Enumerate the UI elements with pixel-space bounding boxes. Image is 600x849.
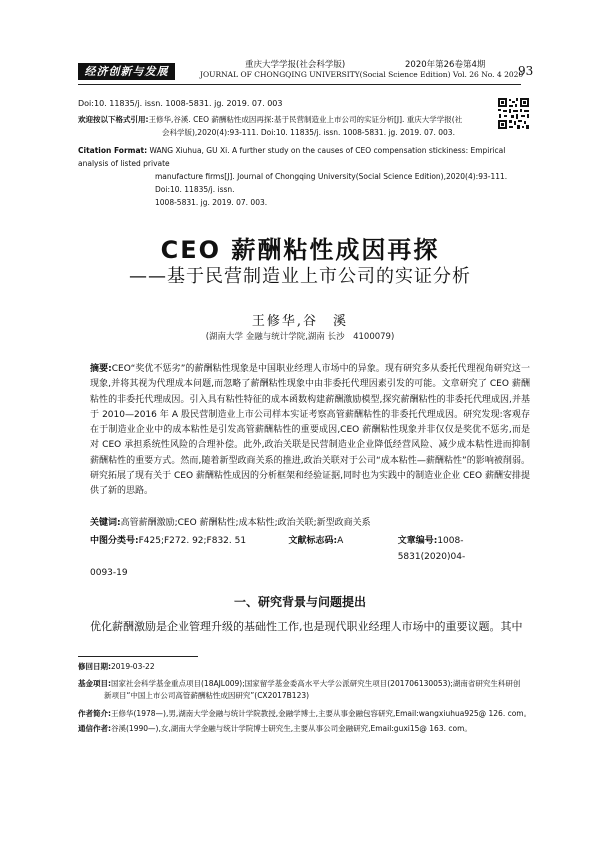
abstract [90,362,530,500]
keywords-label: 关键词: [90,518,121,528]
abstract-text: CEO“奖优不惩劣”的薪酬粘性现象是中国职业经理人市场中的异象。现有研究多从委托代理视角研究这一现象,并将其视为代理成本问题,而忽略了薪酬粘性现象中由非委托代理因素引发的可能。文章研究了 CEO 薪酬粘性的非委托代理成因。引入具有粘性特征的成本函数构建薪酬激励模型,探究薪酬粘性的非委托代理成因,并基于 2010—2016 年 A 股民营制造业上市公司样本实证考察高管薪酬粘性的非委托代理成因。研究发现:客观存在于制造业企业中的成本粘性是引发高管薪酬粘性的重要成因,CEO 薪酬粘性现象并非仅仅是奖优不惩劣,而是对 CEO 承担系统性风险的合理补偿。此外,政治关联是民营制造业企业降低经营风险、减少成本粘性进而抑制薪酬粘性的重要方式。然而,随着新型政商关系的推进,政治关联对于公司“成本粘性—薪酬粘性”的影响被削弱。研究拓展了现有关于 CEO 薪酬粘性成因的分析框架和经验证据,同时也为实践中的制造业企业 CEO 薪酬安排提供了新的思路。 [90,364,530,497]
revised-date: 2019-03-22 [111,662,155,671]
footnote-contact [78,723,538,735]
page-number: 93 [518,64,534,78]
abstract-label: 摘要: [90,364,112,374]
header-rule [78,84,521,85]
article-title: CEO 薪酬粘性成因再探 [160,236,440,264]
footnote-rule [78,656,198,657]
qr-code-icon [497,97,530,130]
author-info-text: 王修华(1978—),男,湖南大学金融与统计学院教授,金融学博士,主要从事金融包容研究,Email:wangxiuhua925@ 126. com。 [111,709,532,718]
clc-value: F425;F272. 92;F832. 51 [138,536,247,546]
citation-en-text-1: WANG Xiuhua, GU Xi. A further study on the causes of CEO compensation stickiness: Empirical analysis of listed private [78,146,506,168]
fund-text-2: 新项目“中国上市公司高管薪酬粘性成因研究”(CX2017B123) [104,691,310,700]
journal-name-cn: 重庆大学学报(社会科学版) [245,60,346,70]
section-heading: 一、研究背景与问题提出 [233,595,366,609]
article-number-label: 文章编号: [397,536,438,546]
author-info-label: 作者简介: [78,709,111,718]
article-number-continued: 0093-19 [90,568,128,578]
authors: 王修华,谷 溪 [251,314,349,329]
affiliation: (湖南大学 金融与统计学院,湖南 长沙 4100079) [205,332,395,342]
doi: Doi:10. 11835/j. issn. 1008-5831. jg. 2019. 07. 003 [78,99,283,108]
body-text: 优化薪酬激励是企业管理升级的基础性工作,也是现代职业经理人市场中的重要议题。其中 [90,620,523,633]
article-subtitle: ——基于民营制造业上市公司的实证分析 [129,266,471,287]
contact-text: 谷溪(1990—),女,湖南大学金融与统计学院博士研究生,主要从事公司金融研究,Email:guxi15@ 163. com。 [111,724,472,733]
keywords-text: 高管薪酬激励;CEO 薪酬粘性;成本粘性;政治关联;新型政商关系 [120,518,371,528]
journal-name-en: JOURNAL OF CHONGQING UNIVERSITY(Social Science Edition) Vol. 26 No. 4 2020 [200,70,524,79]
citation-cn-text-1: 王修华,谷溪. CEO 薪酬粘性成因再探:基于民营制造业上市公司的实证分析[J]. 重庆大学学报(社 [148,115,463,124]
footnote-revised [78,661,538,673]
classification [90,533,530,581]
section-tag: 经济创新与发展 [78,63,175,80]
keywords [90,515,530,528]
doc-code-value: A [337,536,344,546]
clc-label: 中图分类号: [90,536,139,546]
article-number-value: 1008-5831(2020)04- [397,536,466,562]
citation-en-text-3: 1008-5831. jg. 2019. 07. 003. [155,198,268,207]
revised-label: 修回日期: [78,662,111,671]
fund-label: 基金项目: [78,679,111,688]
issue-info-cn: 2020年第26卷第4期 [405,60,486,70]
citation-cn-label: 欢迎按以下格式引用: [78,115,149,124]
citation-en [78,144,528,209]
contact-label: 通信作者: [78,724,111,733]
fund-text-1: 国家社会科学基金重点项目(18AJL009);国家留学基金委高水平大学公派研究生项目(201706130053);湖南省研究生科研创 [111,679,521,688]
citation-cn-text-2: 会科学版),2020(4):93-111. Doi:10. 11835/j. issn. 1008-5831. jg. 2019. 07. 003. [162,128,455,137]
citation-en-text-2: manufacture firms[J]. Journal of Chongqing University(Social Science Edition),2020(4):93-111. Doi:10. 11835/j. issn. [155,172,508,194]
doc-code-label: 文献标志码: [288,536,338,546]
footnote-fund [78,678,538,702]
citation-cn [78,113,493,139]
footnote-author [78,708,538,720]
citation-en-label: Citation Format: [78,146,148,155]
